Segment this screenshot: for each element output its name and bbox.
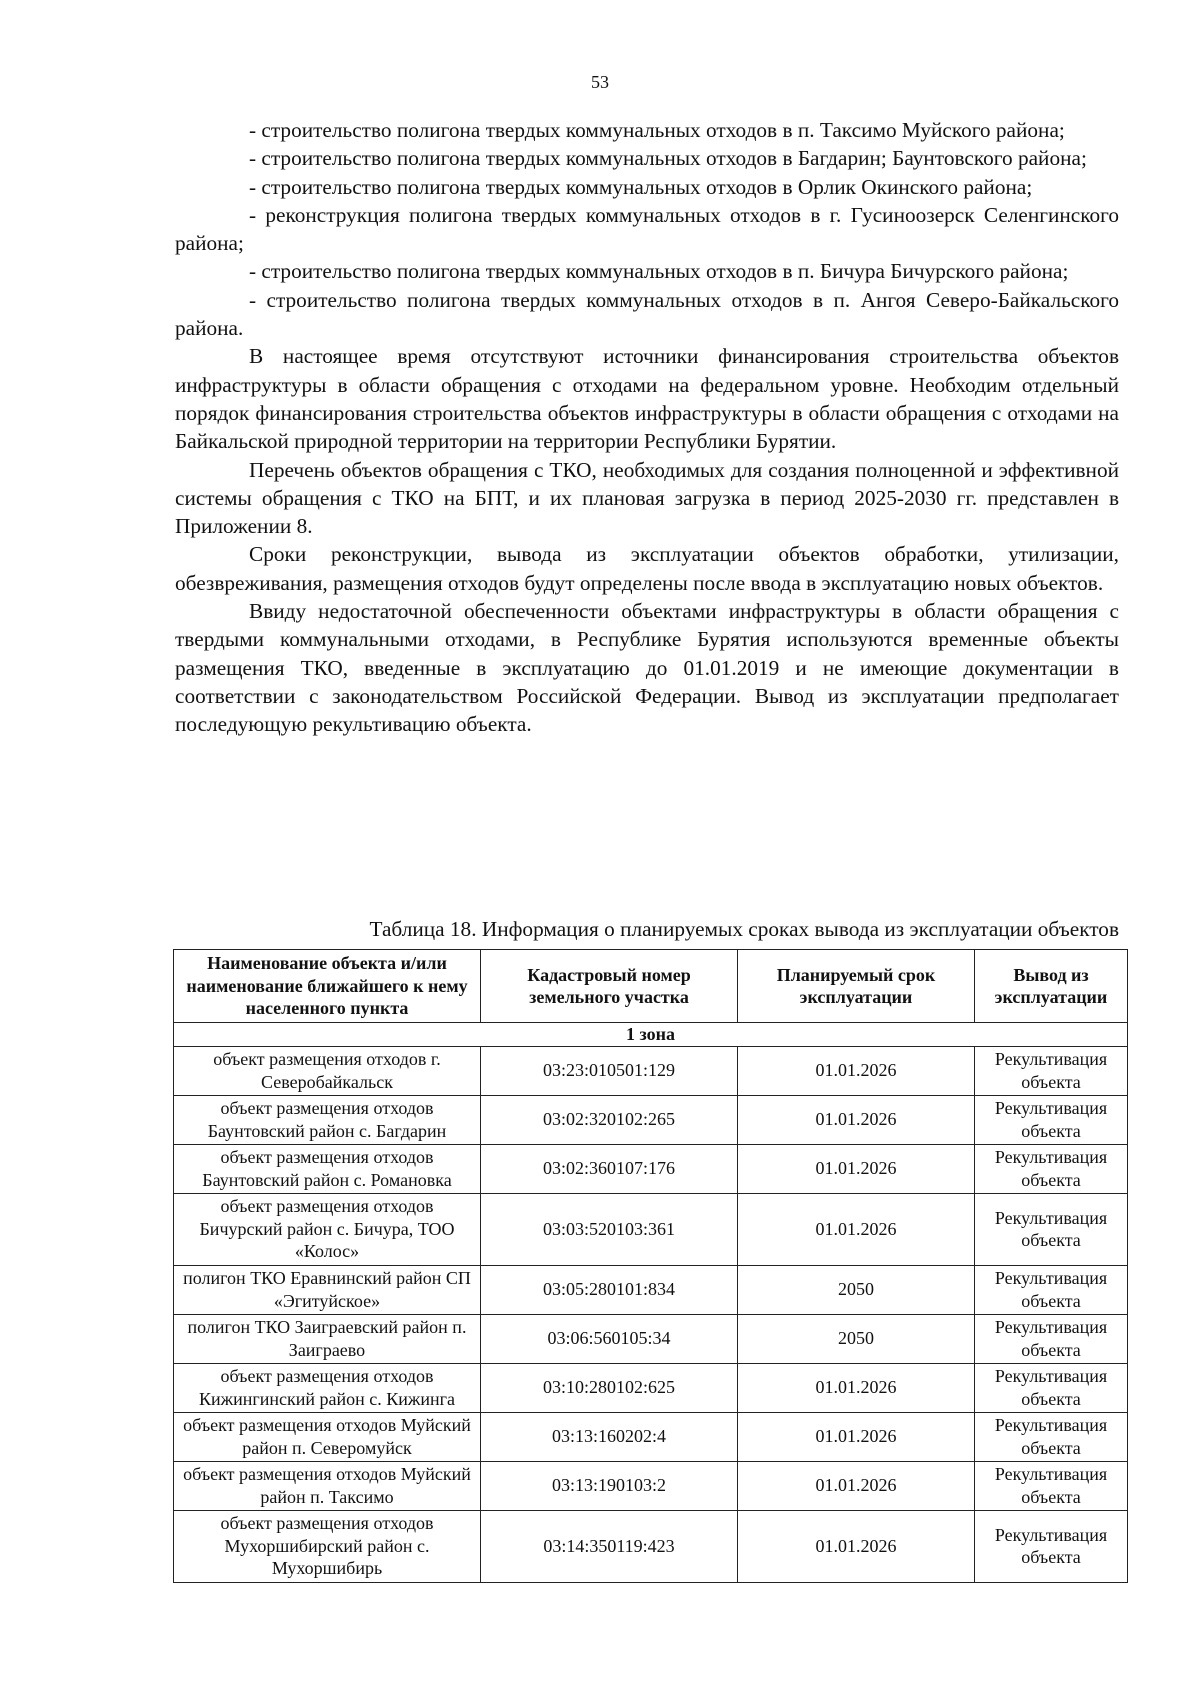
header-planned-term: Планируемый срок эксплуатации — [738, 950, 975, 1023]
table-caption: Таблица 18. Информация о планируемых сроках вывода из эксплуатации объектов — [369, 917, 1119, 941]
cadastral-cell: 03:02:320102:265 — [481, 1095, 738, 1144]
paragraph: Перечень объектов обращения с ТКО, необходимых для создания полноценной и эффективной системы обращения с ТКО на БПТ, и их плановая загрузка в период 2025-2030 гг. представлен в Приложении 8. — [175, 457, 1119, 539]
table-row — [174, 1314, 1128, 1363]
term-cell: 01.01.2026 — [738, 1412, 975, 1461]
zone-label: 1 зона — [174, 1023, 1128, 1047]
table-row — [174, 1046, 1128, 1095]
term-cell: 01.01.2026 — [738, 1510, 975, 1582]
term-cell: 01.01.2026 — [738, 1193, 975, 1265]
zone-row — [174, 1023, 1128, 1047]
object-name-cell: объект размещения отходов Баунтовский район с. Багдарин — [174, 1095, 481, 1144]
table-row — [174, 1193, 1128, 1265]
paragraph: - строительство полигона твердых коммунальных отходов в п. Бичура Бичурского района; — [249, 259, 1069, 284]
term-cell: 01.01.2026 — [738, 1363, 975, 1412]
object-name-cell: полигон ТКО Еравнинский район СП «Эгитуйское» — [174, 1265, 481, 1314]
paragraph: - реконструкция полигона твердых коммунальных отходов в г. Гусиноозерск Селенгинского района; — [175, 202, 1119, 256]
cadastral-cell: 03:14:350119:423 — [481, 1510, 738, 1582]
table-row — [174, 1412, 1128, 1461]
table-row — [174, 1510, 1128, 1582]
object-name-cell: объект размещения отходов Бичурский район с. Бичура, ТОО «Колос» — [174, 1193, 481, 1265]
object-name-cell: объект размещения отходов Муйский район п. Северомуйск — [174, 1412, 481, 1461]
term-cell: 01.01.2026 — [738, 1461, 975, 1510]
action-cell: Рекультивация объекта — [975, 1363, 1128, 1412]
cadastral-cell: 03:10:280102:625 — [481, 1363, 738, 1412]
decommission-table — [173, 949, 1128, 1583]
header-object-name: Наименование объекта и/или наименование ближайшего к нему населенного пункта — [174, 950, 481, 1023]
action-cell: Рекультивация объекта — [975, 1193, 1128, 1265]
term-cell: 01.01.2026 — [738, 1046, 975, 1095]
cadastral-cell: 03:13:190103:2 — [481, 1461, 738, 1510]
cadastral-cell: 03:13:160202:4 — [481, 1412, 738, 1461]
cadastral-cell: 03:03:520103:361 — [481, 1193, 738, 1265]
term-cell: 01.01.2026 — [738, 1095, 975, 1144]
paragraph: Сроки реконструкции, вывода из эксплуатации объектов обработки, утилизации, обезвреживания, размещения отходов будут определены после ввода в эксплуатацию новых объектов. — [175, 542, 1119, 595]
header-cadastral-number: Кадастровый номер земельного участка — [481, 950, 738, 1023]
cadastral-cell: 03:05:280101:834 — [481, 1265, 738, 1314]
action-cell: Рекультивация объекта — [975, 1046, 1128, 1095]
term-cell: 2050 — [738, 1265, 975, 1314]
paragraph: - строительство полигона твердых коммунальных отходов в Багдарин; Баунтовского района; — [249, 146, 1087, 171]
paragraph: - строительство полигона твердых коммунальных отходов в п. Таксимо Муйского района; — [249, 118, 1065, 142]
table-row — [174, 1095, 1128, 1144]
paragraph: Ввиду недостаточной обеспеченности объектами инфраструктуры в области обращения с твердыми коммунальными отходами, в Республике Бурятия используются временные объекты размещения ТКО, введенные в эксплуатацию до 01.01.2019 и не имеющие документации в соответствии с законодательством Российской Федерации. Вывод из эксплуатации предполагает последующую рекультивацию объекта. — [175, 599, 1119, 737]
object-name-cell: полигон ТКО Заиграевский район п. Заиграево — [174, 1314, 481, 1363]
page-number: 53 — [591, 72, 609, 92]
action-cell: Рекультивация объекта — [975, 1510, 1128, 1582]
object-name-cell: объект размещения отходов Муйский район п. Таксимо — [174, 1461, 481, 1510]
object-name-cell: объект размещения отходов г. Северобайкальск — [174, 1046, 481, 1095]
table-row — [174, 1265, 1128, 1314]
table-header-row — [174, 950, 1128, 1023]
object-name-cell: объект размещения отходов Баунтовский район с. Романовка — [174, 1144, 481, 1193]
term-cell: 01.01.2026 — [738, 1144, 975, 1193]
paragraph: - строительство полигона твердых коммунальных отходов в Орлик Окинского района; — [249, 174, 1033, 199]
action-cell: Рекультивация объекта — [975, 1314, 1128, 1363]
header-decommission: Вывод из эксплуатации — [975, 950, 1128, 1023]
table-row — [174, 1144, 1128, 1193]
action-cell: Рекультивация объекта — [975, 1461, 1128, 1510]
paragraph: В настоящее время отсутствуют источники финансирования строительства объектов инфраструктуры в области обращения с отходами на федеральном уровне. Необходим отдельный порядок финансирования строительства объектов инфраструктуры в области обращения с отходами на Байкальской природной территории на территории Республики Бурятии. — [175, 344, 1119, 454]
table-row — [174, 1461, 1128, 1510]
cadastral-cell: 03:02:360107:176 — [481, 1144, 738, 1193]
action-cell: Рекультивация объекта — [975, 1265, 1128, 1314]
cadastral-cell: 03:06:560105:34 — [481, 1314, 738, 1363]
object-name-cell: объект размещения отходов Кижингинский район с. Кижинга — [174, 1363, 481, 1412]
body-text — [175, 116, 1119, 739]
action-cell: Рекультивация объекта — [975, 1095, 1128, 1144]
cadastral-cell: 03:23:010501:129 — [481, 1046, 738, 1095]
term-cell: 2050 — [738, 1314, 975, 1363]
paragraph: - строительство полигона твердых коммунальных отходов в п. Ангоя Северо-Байкальского района. — [175, 287, 1119, 341]
object-name-cell: объект размещения отходов Мухоршибирский район с. Мухоршибирь — [174, 1510, 481, 1582]
table-row — [174, 1363, 1128, 1412]
action-cell: Рекультивация объекта — [975, 1412, 1128, 1461]
action-cell: Рекультивация объекта — [975, 1144, 1128, 1193]
